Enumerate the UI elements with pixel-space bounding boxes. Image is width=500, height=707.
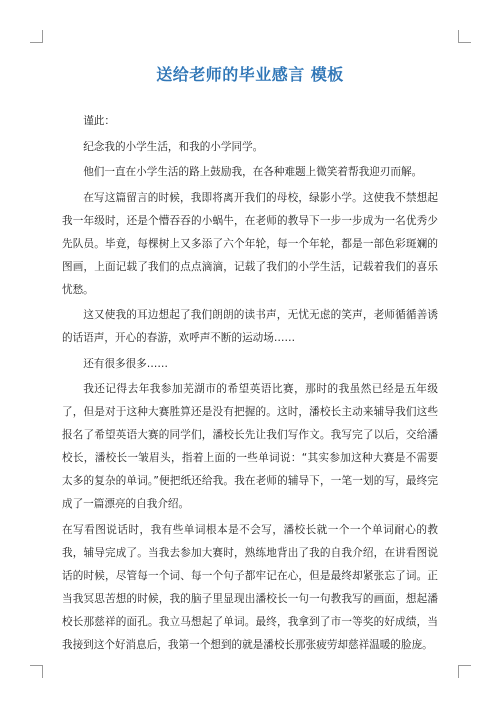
paragraph: 他们一直在小学生活的路上鼓励我，在各种难题上微笑着帮我迎刃而解。 [83, 166, 423, 178]
paragraph: 还有很多很多…… [83, 357, 168, 370]
page-corner-mark-top-right [458, 30, 471, 43]
document-body [62, 110, 438, 659]
page-corner-mark-top-left [30, 30, 43, 43]
document-title: 送给老师的毕业感言 模板 [156, 65, 344, 84]
paragraph: 在写看图说话时，我有些单词根本是不会写，潘校长就一个一个单词耐心的教我，辅导完成了。当我去参加大赛时，熟练地背出了我的自我介绍，在讲看图说话的时候，尽管每一个词、每一个句子都牢记在心，但是最终却紧张忘了词。正当我冥思苦想的时候，我的脑子里显现出潘校长一句一句教我写的画面，想起潘校长那慈祥的面孔。我立马想起了单词。最终，我拿到了市一等奖的好成绩，当我接到这个好消息后，我第一个想到的就是潘校长那张疲劳却慈祥温暖的脸庞。 [62, 523, 438, 651]
paragraph: 谨此： [83, 115, 115, 127]
page-corner-mark-bottom-right [458, 665, 471, 678]
paragraph: 纪念我的小学生活，和我的小学同学。 [83, 140, 264, 153]
page-corner-mark-bottom-left [30, 665, 43, 678]
paragraph: 这又使我的耳边想起了我们朗朗的读书声，无忧无虑的笑声，老师循循善诱的话语声，开心的春游，欢呼声不断的运动场…… [62, 309, 438, 344]
paragraph: 我还记得去年我参加芜湖市的希望英语比赛，那时的我虽然已经是五年级了，但是对于这种大赛胜算还是没有把握的。这时，潘校长主动来辅导我们这些报名了希望英语大赛的同学们，潘校长先让我们写作文。我写完了以后，交给潘校长，潘校长一皱眉头，指着上面的一些单词说：“其实参加这种大赛是不需要太多的复杂的单词。”便把纸还给我。我在老师的辅导下，一笔一划的写，最终完成了一篇漂亮的自我介绍。 [62, 383, 438, 510]
paragraph: 在写这篇留言的时候，我即将离开我们的母校，绿影小学。这使我不禁想起我一年级时，还是个懵吞吞的小蜗牛，在老师的教导下一步一步成为一名优秀少先队员。毕竟，每棵树上又多添了六个年轮，每一个年轮，都是一部色彩斑斓的图画，上面记载了我们的点点滴滴，记载了我们的小学生活，记载着我们的喜乐忧愁。 [62, 191, 438, 296]
